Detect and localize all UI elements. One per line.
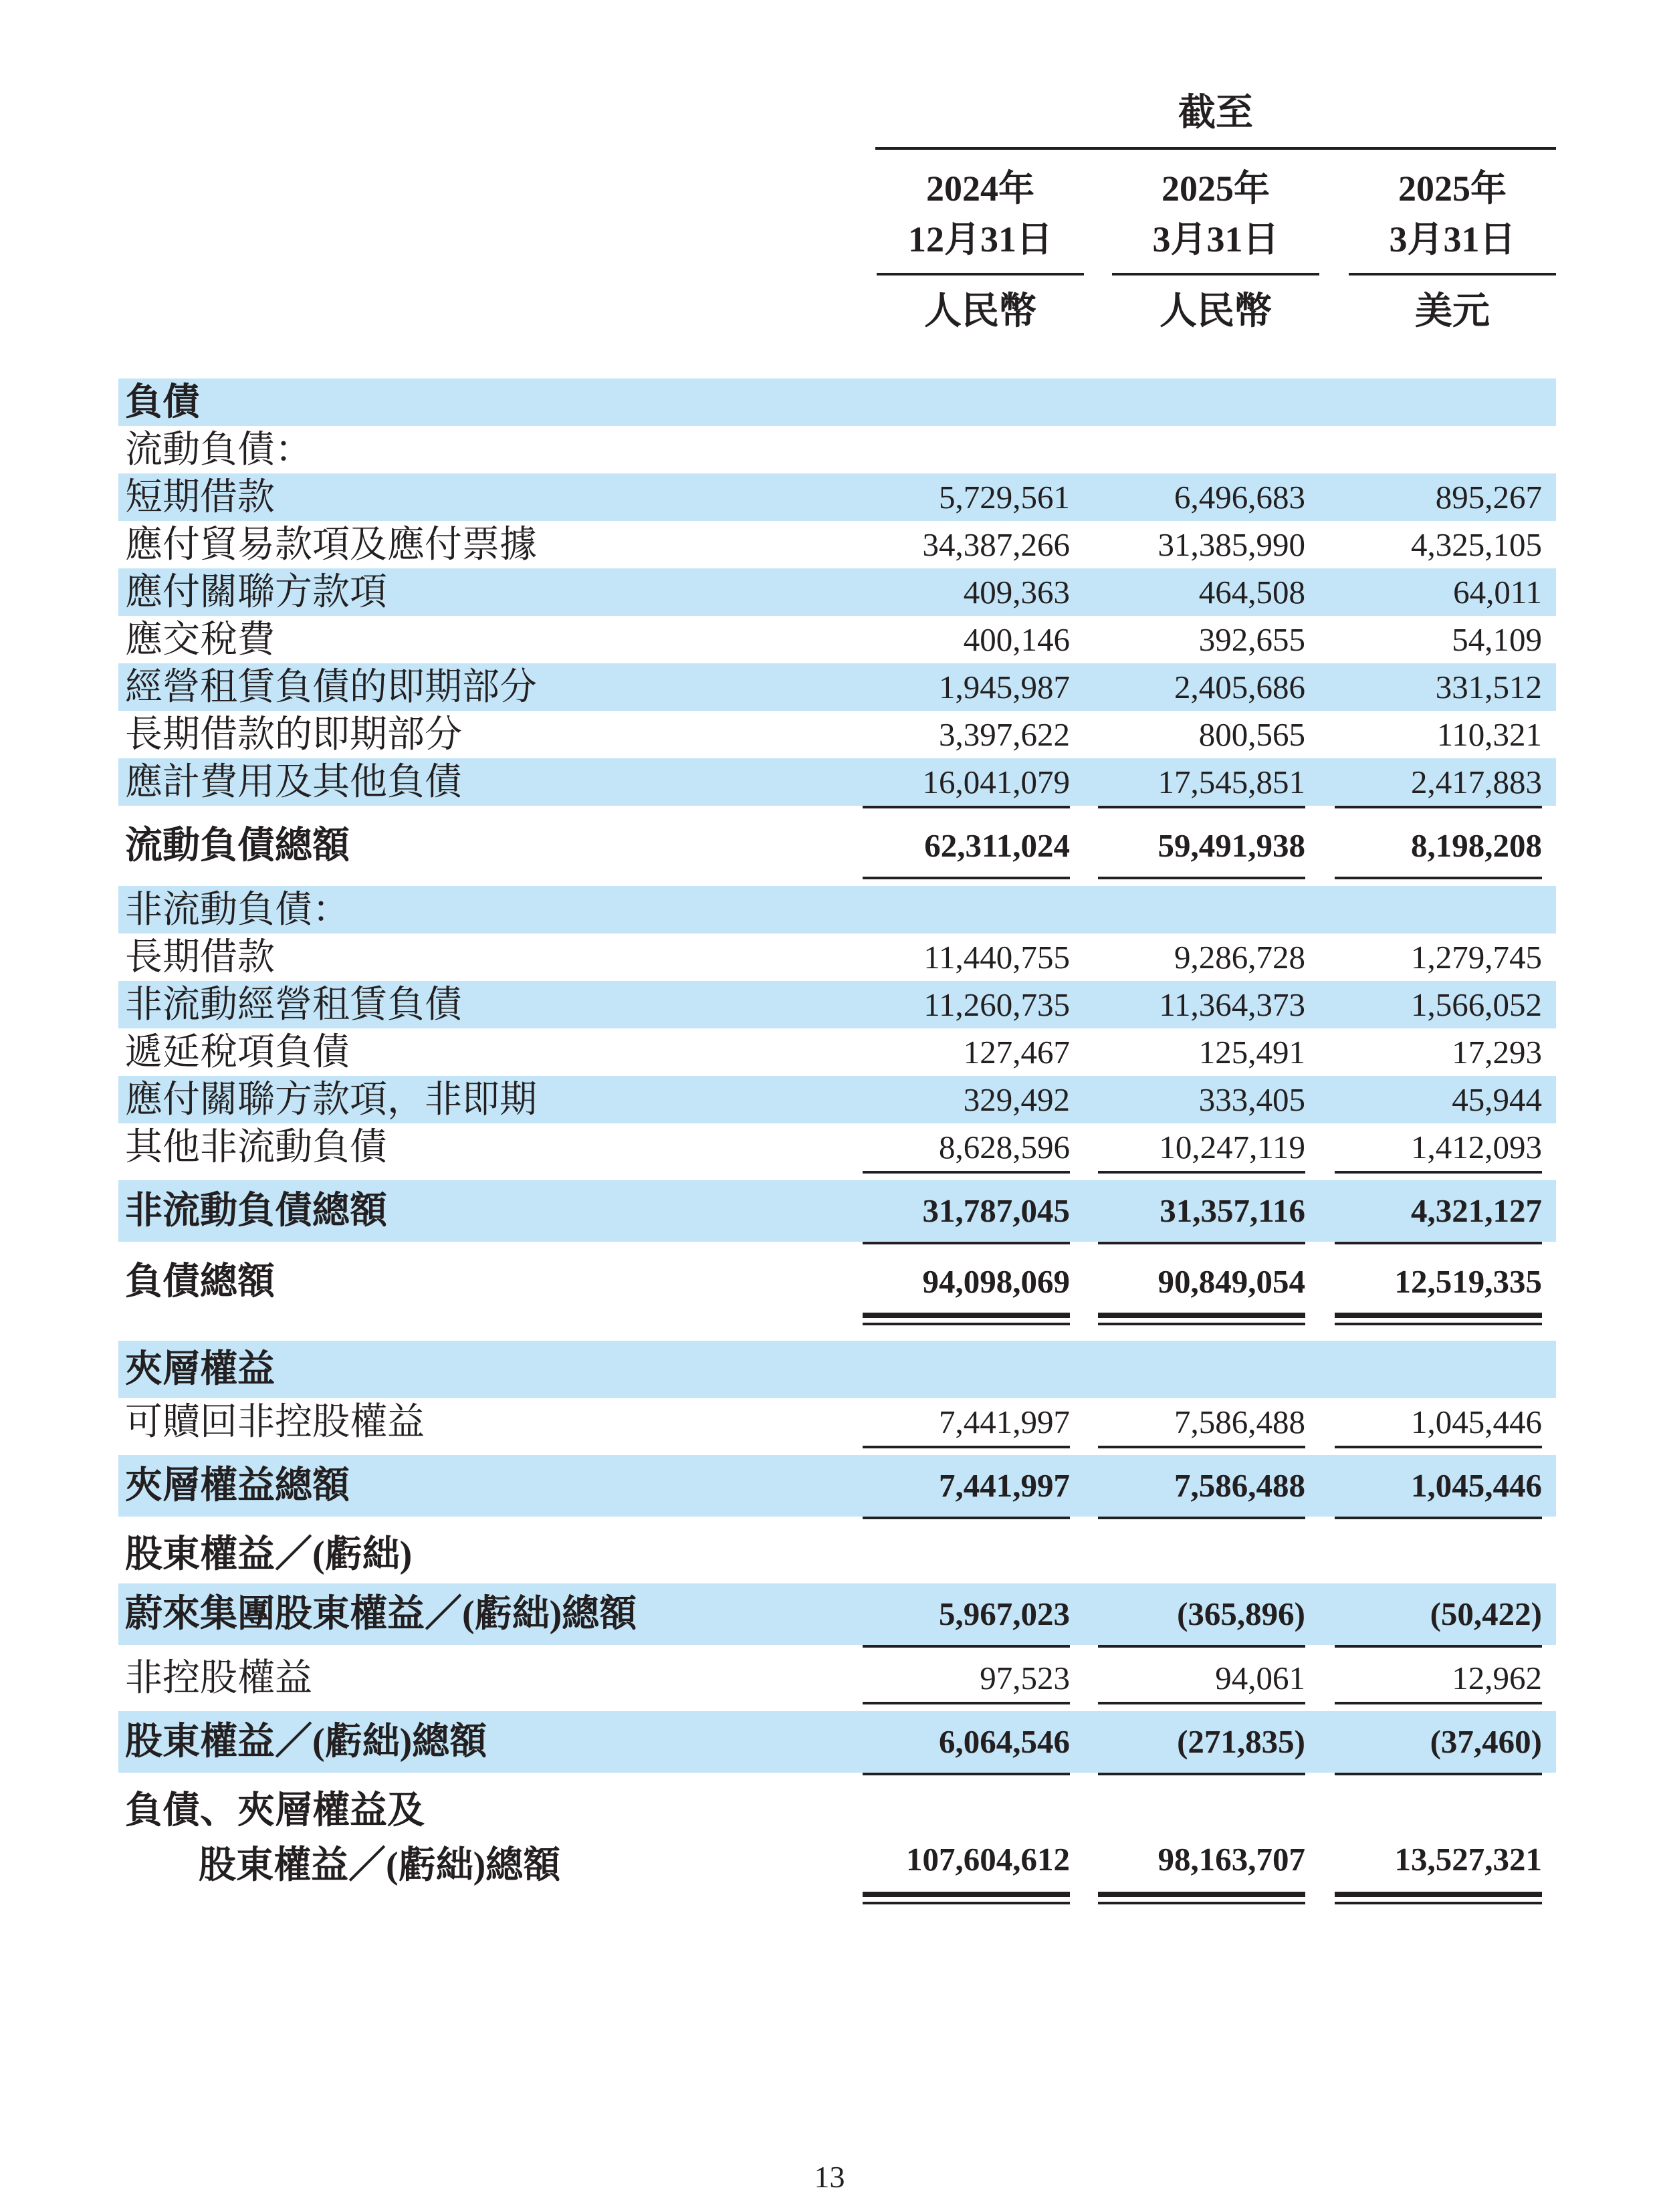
table-row: [118, 1341, 1556, 1398]
value-2025-mar-rmb: 90,849,054: [1157, 1263, 1305, 1300]
page-footer: [0, 2159, 1659, 2195]
value-2025-mar-usd: 110,321: [1436, 715, 1542, 753]
rule-segment: [1335, 1773, 1542, 1775]
value-2024-dec-rmb: 409,363: [963, 573, 1070, 611]
table-row: [118, 616, 1556, 663]
table-row: [118, 426, 1556, 473]
table-row: [118, 981, 1556, 1028]
row-label-text: 蔚來集團股東權益／(虧絀)總額: [125, 1593, 637, 1635]
row-label-text: 長期借款的即期部分: [125, 713, 462, 756]
column-year: 2025年: [1398, 169, 1507, 209]
value-2024-dec-rmb: 329,492: [963, 1081, 1070, 1118]
rule-segment: [1098, 1645, 1305, 1648]
table-row: [118, 1076, 1556, 1123]
rule-segment: [1098, 1242, 1305, 1244]
value-2025-mar-rmb: (365,896): [1177, 1595, 1305, 1632]
single-rule: [118, 806, 1556, 815]
row-label-text: 非流動負債：: [125, 889, 350, 931]
value-2025-mar-usd: 331,512: [1435, 668, 1542, 705]
rule-segment: [1098, 1517, 1305, 1519]
row-label: [118, 428, 863, 472]
row-label-text: 非流動負債總額: [125, 1190, 387, 1232]
value-2024-dec-rmb: 5,967,023: [939, 1595, 1070, 1632]
rule-segment: [863, 1892, 1070, 1904]
row-label: [118, 1125, 863, 1170]
rule-segment: [1335, 806, 1542, 808]
table-row: [118, 1251, 1556, 1313]
value-2024-dec-rmb: 16,041,079: [922, 763, 1070, 800]
column-year: 2025年: [1162, 169, 1270, 209]
rule-segment: [1335, 1645, 1542, 1648]
value-2025-mar-rmb: 2,405,686: [1174, 668, 1305, 705]
row-label: [118, 713, 863, 757]
value-2025-mar-usd: 895,267: [1435, 478, 1542, 516]
value-2025-mar-usd: 45,944: [1452, 1081, 1542, 1118]
header-dates-row: [118, 163, 1556, 265]
column-header-2024-dec: [877, 163, 1084, 265]
single-rule: [118, 1517, 1556, 1526]
value-2025-mar-usd: 64,011: [1453, 573, 1542, 611]
value-2024-dec-rmb: 34,387,266: [922, 526, 1070, 563]
value-2024-dec-rmb: 11,260,735: [923, 986, 1070, 1023]
value-2025-mar-rmb: 17,545,851: [1157, 763, 1305, 800]
value-2025-mar-usd: 1,045,446: [1411, 1403, 1542, 1440]
table-row: [118, 1711, 1556, 1773]
row-label: [118, 475, 863, 520]
value-2024-dec-rmb: 3,397,622: [939, 715, 1070, 753]
row-label-text: 應計費用及其他負債: [125, 761, 462, 803]
table-row: [118, 758, 1556, 806]
row-label: [118, 1400, 863, 1444]
value-2024-dec-rmb: 11,440,755: [923, 938, 1070, 976]
table-row: [118, 1654, 1556, 1702]
header-column-rules: [118, 273, 1556, 275]
column-date: 3月31日: [1389, 219, 1516, 259]
rule-segment: [1098, 806, 1305, 808]
table-row: [118, 1028, 1556, 1076]
value-2025-mar-usd: 4,325,105: [1411, 526, 1542, 563]
header-top-rule-row: [118, 139, 1556, 150]
value-2025-mar-rmb: 333,405: [1198, 1081, 1305, 1118]
table-row: [118, 1180, 1556, 1242]
value-2024-dec-rmb: 400,146: [963, 621, 1070, 658]
value-2025-mar-rmb: 7,586,488: [1174, 1467, 1305, 1504]
table-header: [118, 87, 1556, 337]
table-row: [118, 711, 1556, 758]
rule-segment: [863, 877, 1070, 879]
single-rule: [118, 1171, 1556, 1180]
value-2024-dec-rmb: 97,523: [980, 1659, 1070, 1696]
rule-segment: [1098, 1171, 1305, 1174]
row-label-text: 夾層權益: [125, 1349, 275, 1390]
table-row: [118, 521, 1556, 568]
row-label-text: 應付貿易款項及應付票據: [125, 524, 537, 566]
row-label-text: 長期借款: [125, 936, 275, 978]
row-label: [118, 1720, 863, 1764]
value-2025-mar-rmb: 800,565: [1198, 715, 1305, 753]
value-2024-dec-rmb: 31,787,045: [922, 1192, 1070, 1229]
row-label-text: 負債總額: [125, 1261, 275, 1303]
row-label: [118, 1789, 863, 1888]
column-date: 3月31日: [1152, 219, 1279, 259]
table-row: [118, 815, 1556, 877]
rule-segment: [1335, 1242, 1542, 1244]
rule-segment: [863, 1702, 1070, 1704]
row-label-text-line2: 股東權益／(虧絀)總額: [199, 1845, 561, 1886]
row-label-text: 股東權益／(虧絀): [125, 1534, 413, 1575]
column-header-2025-mar-usd: [1349, 163, 1556, 265]
column-year: 2024年: [926, 169, 1034, 209]
value-2025-mar-usd: 13,527,321: [1394, 1841, 1542, 1878]
rule-segment: [863, 1446, 1070, 1448]
rule-segment: [1098, 1313, 1305, 1325]
currency-label-usd: 美元: [1415, 291, 1490, 332]
rule-segment: [863, 1645, 1070, 1648]
row-label-text: 負債: [125, 381, 200, 423]
row-label: [118, 983, 863, 1027]
rule-segment: [1098, 1892, 1305, 1904]
rule-segment: [1335, 1313, 1542, 1325]
double-rule: [118, 1892, 1556, 1913]
rule-segment: [1098, 877, 1305, 879]
row-label-text: 可贖回非控股權益: [125, 1401, 425, 1443]
rule-segment: [1335, 1702, 1542, 1704]
value-2024-dec-rmb: 5,729,561: [939, 478, 1070, 516]
rule-segment: [863, 1313, 1070, 1325]
value-2025-mar-rmb: 31,357,116: [1159, 1192, 1305, 1229]
rule-segment: [1335, 1892, 1542, 1904]
value-2025-mar-usd: 4,321,127: [1411, 1192, 1542, 1229]
rule-segment: [863, 1773, 1070, 1775]
row-label: [118, 570, 863, 615]
single-rule: [118, 1773, 1556, 1782]
rule-segment: [1335, 1171, 1542, 1174]
value-2024-dec-rmb: 7,441,997: [939, 1403, 1070, 1440]
value-2024-dec-rmb: 7,441,997: [939, 1467, 1070, 1504]
rule-segment: [863, 1517, 1070, 1519]
table-row: [118, 378, 1556, 426]
value-2025-mar-usd: (37,460): [1430, 1723, 1542, 1760]
row-label-text: 夾層權益總額: [125, 1465, 350, 1507]
table-row: [118, 886, 1556, 933]
row-label-text: 負債、夾層權益及: [125, 1790, 425, 1832]
value-2025-mar-rmb: (271,835): [1177, 1723, 1305, 1760]
row-label: [118, 1533, 863, 1577]
value-2025-mar-rmb: 464,508: [1198, 573, 1305, 611]
row-label: [118, 1464, 863, 1508]
row-label-text: 非流動經營租賃負債: [125, 984, 462, 1026]
value-2025-mar-usd: 54,109: [1452, 621, 1542, 658]
row-label-text: 遞延稅項負債: [125, 1031, 350, 1073]
value-2025-mar-rmb: 11,364,373: [1159, 986, 1305, 1023]
row-label-text: 流動負債：: [125, 429, 312, 471]
currency-label-rmb: 人民幣: [924, 291, 1036, 332]
row-label: [118, 1656, 863, 1700]
row-label: [118, 1078, 863, 1122]
page-number: 13: [814, 2160, 845, 2194]
value-2025-mar-rmb: 9,286,728: [1174, 938, 1305, 976]
value-2024-dec-rmb: 6,064,546: [939, 1723, 1070, 1760]
row-label-text: 其他非流動負債: [125, 1126, 387, 1168]
value-2025-mar-rmb: 125,491: [1198, 1033, 1305, 1071]
value-2025-mar-rmb: 98,163,707: [1157, 1841, 1305, 1878]
table-row: [118, 1398, 1556, 1446]
value-2025-mar-usd: 12,519,335: [1394, 1263, 1542, 1300]
value-2024-dec-rmb: 8,628,596: [939, 1128, 1070, 1166]
column-rule: [877, 273, 1084, 275]
row-label-text: 經營租賃負債的即期部分: [125, 666, 537, 708]
value-2025-mar-usd: 1,412,093: [1411, 1128, 1542, 1166]
row-label-text: 非控股權益: [125, 1657, 312, 1699]
rule-segment: [1335, 1446, 1542, 1448]
row-label-text: 應交稅費: [125, 619, 275, 661]
value-2024-dec-rmb: 94,098,069: [922, 1263, 1070, 1300]
double-rule: [118, 1313, 1556, 1334]
single-rule: [118, 1446, 1556, 1455]
table-row: [118, 663, 1556, 711]
header-top-rule: [875, 147, 1556, 150]
table-row: [118, 1782, 1556, 1892]
value-2025-mar-usd: 1,045,446: [1411, 1467, 1542, 1504]
value-2025-mar-rmb: 6,496,683: [1174, 478, 1305, 516]
row-label-text: 應付關聯方款項: [125, 571, 387, 613]
rule-segment: [863, 1171, 1070, 1174]
row-label: [118, 618, 863, 662]
value-2025-mar-rmb: 392,655: [1198, 621, 1305, 658]
value-2025-mar-rmb: 31,385,990: [1157, 526, 1305, 563]
row-label-text: 流動負債總額: [125, 825, 350, 867]
table-row: [118, 1455, 1556, 1517]
rule-segment: [1098, 1702, 1305, 1704]
currency-label-rmb: 人民幣: [1159, 291, 1272, 332]
rule-segment: [1098, 1773, 1305, 1775]
as-of-row: [118, 87, 1556, 139]
column-date: 12月31日: [908, 219, 1053, 259]
value-2025-mar-usd: 2,417,883: [1411, 763, 1542, 800]
balance-sheet-table: [118, 378, 1556, 1913]
rule-segment: [1335, 877, 1542, 879]
row-label: [118, 935, 863, 980]
rule-segment: [1098, 1446, 1305, 1448]
row-label: [118, 665, 863, 709]
row-label: [118, 523, 863, 567]
value-2025-mar-usd: 8,198,208: [1411, 827, 1542, 864]
table-row: [118, 568, 1556, 616]
value-2025-mar-usd: 1,279,745: [1411, 938, 1542, 976]
value-2025-mar-usd: 17,293: [1452, 1033, 1542, 1071]
row-label: [118, 1260, 863, 1304]
single-rule: [118, 877, 1556, 886]
row-label: [118, 888, 863, 932]
row-label: [118, 824, 863, 868]
column-header-2025-mar-rmb: [1112, 163, 1319, 265]
row-label: [118, 1592, 863, 1636]
rule-segment: [1335, 1517, 1542, 1519]
value-2025-mar-usd: 1,566,052: [1411, 986, 1542, 1023]
row-label-text: 短期借款: [125, 476, 275, 518]
value-2024-dec-rmb: 62,311,024: [924, 827, 1070, 864]
column-rule: [1112, 273, 1319, 275]
row-label-text: 應付關聯方款項，非即期: [125, 1079, 537, 1121]
value-2024-dec-rmb: 127,467: [963, 1033, 1070, 1071]
table-row: [118, 1583, 1556, 1645]
row-label: [118, 1189, 863, 1233]
row-label: [118, 380, 863, 425]
row-label: [118, 1347, 863, 1392]
value-2025-mar-rmb: 7,586,488: [1174, 1403, 1305, 1440]
single-rule: [118, 1702, 1556, 1711]
header-currency-row: [118, 286, 1556, 337]
single-rule: [118, 1645, 1556, 1654]
as-of-label: 截至: [1178, 92, 1253, 134]
value-2025-mar-usd: (50,422): [1430, 1595, 1542, 1632]
rule-segment: [863, 1242, 1070, 1244]
row-label: [118, 760, 863, 804]
column-rule: [1349, 273, 1556, 275]
value-2025-mar-rmb: 10,247,119: [1159, 1128, 1305, 1166]
value-2025-mar-rmb: 59,491,938: [1157, 827, 1305, 864]
table-row: [118, 473, 1556, 521]
row-label-text: 股東權益／(虧絀)總額: [125, 1721, 487, 1763]
single-rule: [118, 1242, 1556, 1251]
value-2025-mar-rmb: 94,061: [1215, 1659, 1305, 1696]
table-row: [118, 1526, 1556, 1583]
value-2024-dec-rmb: 107,604,612: [906, 1841, 1070, 1878]
table-row: [118, 1123, 1556, 1171]
value-2024-dec-rmb: 1,945,987: [939, 668, 1070, 705]
rule-segment: [863, 806, 1070, 808]
row-label: [118, 1030, 863, 1075]
value-2025-mar-usd: 12,962: [1452, 1659, 1542, 1696]
table-row: [118, 933, 1556, 981]
